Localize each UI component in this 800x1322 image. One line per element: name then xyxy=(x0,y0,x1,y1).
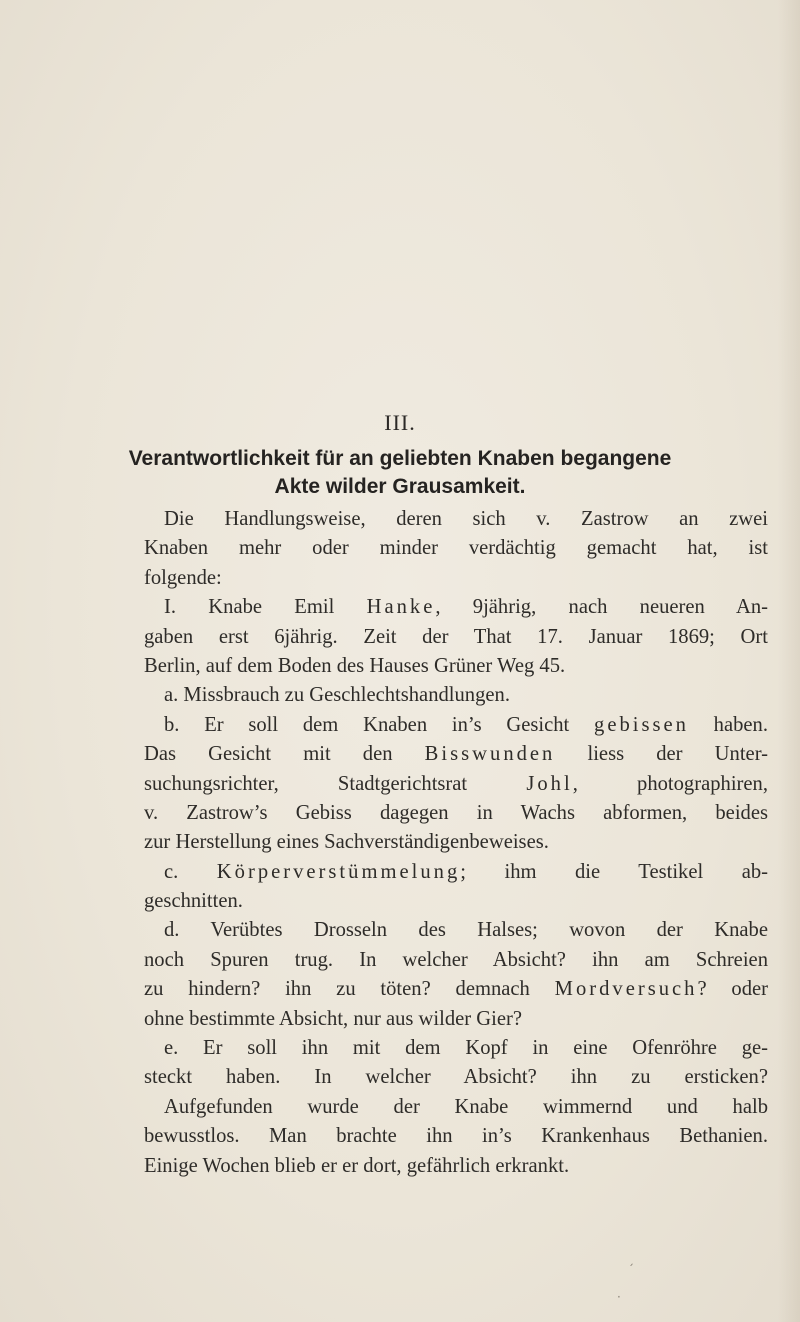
text-line: gaben erst 6jährig. Zeit der That 17. Januar 1869; Ort xyxy=(144,625,768,648)
text-line xyxy=(144,858,768,887)
text-line: d. Verübtes Drosseln des Halses; wovon der Knabe xyxy=(164,919,768,942)
chapter-number: III. xyxy=(384,410,416,435)
text-run: Das Gesicht mit den xyxy=(144,743,425,766)
text-run: b. Er soll dem Knaben in’s Gesicht xyxy=(164,713,595,736)
text-line: Knaben mehr oder minder verdächtig gemacht hat, ist xyxy=(144,537,768,560)
text-run: I. Knabe Emil xyxy=(164,596,367,619)
text-run: haben. xyxy=(688,713,769,736)
text-line: folgende: xyxy=(144,566,222,589)
text-line: Einige Wochen blieb er er dort, gefährlich erkrankt. xyxy=(144,1154,570,1177)
scan-speck-mark: · xyxy=(617,1290,621,1304)
emphasized-word: gebissen xyxy=(594,713,689,736)
text-line: v. Zastrow’s Gebiss dagegen in Wachs abformen, beides xyxy=(144,801,768,824)
text-line: ohne bestimmte Absicht, nur aus wilder Gier? xyxy=(144,1007,523,1030)
text-line xyxy=(144,975,768,1004)
text-line: Berlin, auf dem Boden des Hauses Grüner Weg 45. xyxy=(144,654,566,677)
text-line: bewusstlos. Man brachte ihn in’s Krankenhaus Bethanien. xyxy=(144,1125,768,1148)
text-line xyxy=(144,711,768,740)
text-line: noch Spuren trug. In welcher Absicht? ihn am Schreien xyxy=(144,948,768,971)
text-run: , 9jährig, nach neueren An- xyxy=(435,596,768,619)
text-line: Die Handlungsweise, deren sich v. Zastrow an zwei xyxy=(164,508,768,530)
text-line: zur Herstellung eines Sachverständigenbeweises. xyxy=(144,831,549,854)
chapter-heading xyxy=(0,445,800,501)
text-line: geschnitten. xyxy=(144,890,243,913)
text-line: a. Missbrauch zu Geschlechtshandlungen. xyxy=(164,684,510,707)
text-run: , photographiren, xyxy=(572,772,768,795)
emphasized-word: Körperverstümmelung xyxy=(216,860,461,883)
text-line xyxy=(144,593,768,622)
body-text xyxy=(144,505,768,1181)
emphasized-word: Mordversuch xyxy=(554,978,698,1001)
text-run: ; ihm die Testikel ab- xyxy=(460,860,768,883)
text-run: ? oder xyxy=(697,978,768,1001)
text-line: Aufgefunden wurde der Knabe wimmernd und halb xyxy=(164,1095,768,1118)
text-run: liess der Unter- xyxy=(555,743,768,766)
chapter-heading-line-2: Akte wilder Grausamkeit. xyxy=(274,475,526,498)
emphasized-name: Johl xyxy=(526,772,573,795)
text-line: steckt haben. In welcher Absicht? ihn zu ersticken? xyxy=(144,1066,768,1089)
scan-speck-mark: ˏ xyxy=(628,1252,634,1266)
text-line xyxy=(144,770,768,799)
emphasized-word: Bisswunden xyxy=(424,743,556,766)
emphasized-name: Hanke xyxy=(366,596,436,619)
chapter-heading-line-1: Verantwortlichkeit für an geliebten Knaben begangene xyxy=(128,447,672,470)
page-edge-shadow xyxy=(778,0,800,1322)
text-run: c. xyxy=(164,860,217,883)
text-run: zu hindern? ihn zu töten? demnach xyxy=(144,978,555,1001)
text-run: suchungsrichter, Stadtgerichtsrat xyxy=(144,772,527,795)
text-line xyxy=(144,740,768,769)
text-line: e. Er soll ihn mit dem Kopf in eine Ofenröhre ge- xyxy=(164,1037,768,1060)
